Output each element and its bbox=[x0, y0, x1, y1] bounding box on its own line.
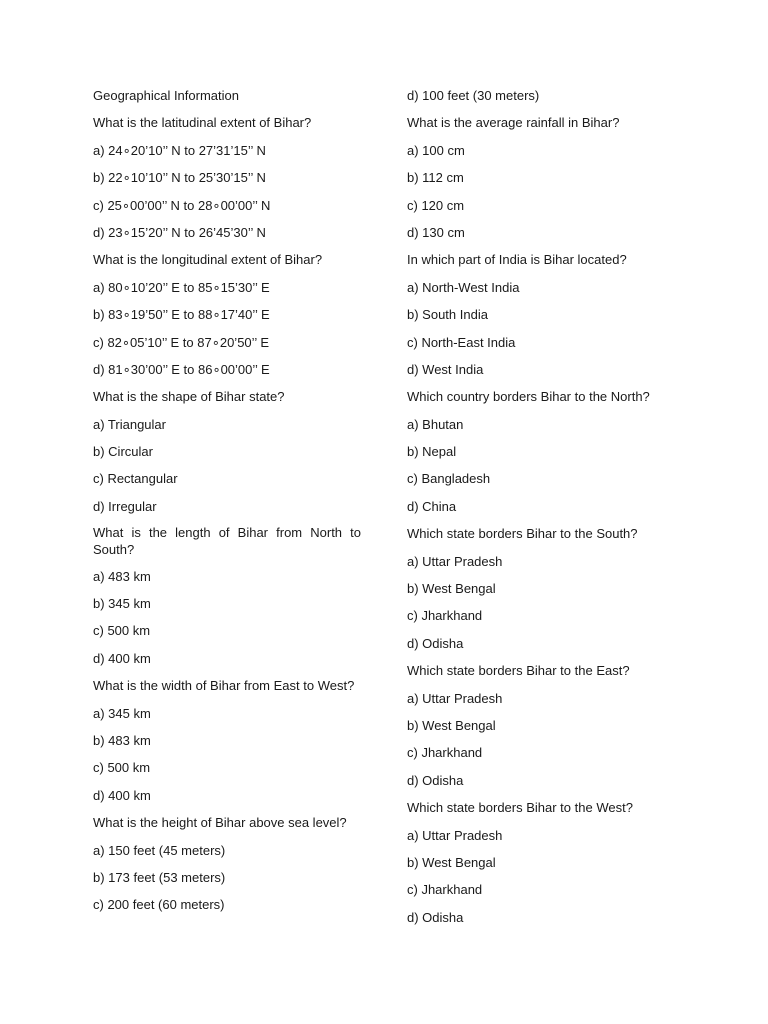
answer-option: c) Jharkhand bbox=[407, 608, 483, 624]
question-length: What is the length of Bihar from North to South? bbox=[93, 525, 361, 558]
answer-option: b) Nepal bbox=[407, 444, 457, 460]
answer-option: a) 24∘20’10’’ N to 27’31’15’’ N bbox=[93, 142, 266, 158]
question-latitude: What is the latitudinal extent of Bihar? bbox=[93, 115, 312, 131]
answer-option: a) 483 km bbox=[93, 568, 151, 584]
answer-option: d) Odisha bbox=[407, 772, 464, 788]
question-width: What is the width of Bihar from East to West? bbox=[93, 678, 355, 694]
answer-option: a) Bhutan bbox=[407, 416, 464, 432]
answer-option: c) Jharkhand bbox=[407, 882, 483, 898]
answer-option: d) Odisha bbox=[407, 635, 464, 651]
answer-option: d) 130 cm bbox=[407, 224, 465, 240]
answer-option: a) Triangular bbox=[93, 416, 166, 432]
answer-option: c) 500 km bbox=[93, 623, 151, 639]
answer-option: b) West Bengal bbox=[407, 854, 496, 870]
answer-option: b) Circular bbox=[93, 444, 153, 460]
answer-option: b) 173 feet (53 meters) bbox=[93, 869, 226, 885]
answer-option: b) West Bengal bbox=[407, 717, 496, 733]
answer-option: d) 81∘30’00’’ E to 86∘00’00’’ E bbox=[93, 361, 270, 377]
answer-option: b) 483 km bbox=[93, 732, 151, 748]
answer-option: c) 200 feet (60 meters) bbox=[93, 897, 225, 913]
answer-option: d) China bbox=[407, 498, 457, 514]
answer-option: d) 400 km bbox=[93, 650, 151, 666]
answer-option: c) 120 cm bbox=[407, 197, 465, 213]
answer-option: d) Irregular bbox=[93, 498, 157, 514]
answer-option: a) 100 cm bbox=[407, 142, 465, 158]
answer-option: c) 25∘00’00’’ N to 28∘00’00’’ N bbox=[93, 197, 271, 213]
answer-option: d) 23∘15’20’’ N to 26’45’30’’ N bbox=[93, 224, 266, 240]
answer-option: c) Jharkhand bbox=[407, 745, 483, 761]
answer-option: d) Odisha bbox=[407, 909, 464, 925]
left-column bbox=[93, 86, 361, 923]
answer-option: c) 82∘05’10’’ E to 87∘20’50’’ E bbox=[93, 334, 270, 350]
question-west-border: Which state borders Bihar to the West? bbox=[407, 800, 633, 816]
answer-option: a) Uttar Pradesh bbox=[407, 690, 503, 706]
answer-option: c) Bangladesh bbox=[407, 471, 491, 487]
section-heading: Geographical Information bbox=[93, 88, 239, 103]
right-column bbox=[407, 86, 669, 935]
answer-option: a) 150 feet (45 meters) bbox=[93, 842, 226, 858]
question-east-border: Which state borders Bihar to the East? bbox=[407, 663, 630, 679]
answer-option: b) 22∘10’10’’ N to 25’30’15’’ N bbox=[93, 170, 266, 186]
question-longitude: What is the longitudinal extent of Bihar? bbox=[93, 252, 323, 268]
question-rainfall: What is the average rainfall in Bihar? bbox=[407, 115, 620, 131]
answer-option: d) West India bbox=[407, 361, 484, 377]
answer-option: a) Uttar Pradesh bbox=[407, 553, 503, 569]
question-height: What is the height of Bihar above sea level? bbox=[93, 815, 347, 831]
question-south-border: Which state borders Bihar to the South? bbox=[407, 526, 638, 542]
answer-option: a) North-West India bbox=[407, 279, 520, 295]
answer-option: c) 500 km bbox=[93, 760, 151, 776]
answer-option: b) 112 cm bbox=[407, 170, 464, 186]
answer-option: c) Rectangular bbox=[93, 471, 178, 487]
question-shape: What is the shape of Bihar state? bbox=[93, 389, 285, 405]
answer-option: a) 80∘10’20’’ E to 85∘15’30’’ E bbox=[93, 279, 270, 295]
answer-option: b) 345 km bbox=[93, 596, 151, 612]
answer-option: a) 345 km bbox=[93, 705, 151, 721]
answer-option: b) 83∘19’50’’ E to 88∘17’40’’ E bbox=[93, 307, 270, 323]
answer-option: d) 100 feet (30 meters) bbox=[407, 88, 540, 103]
answer-option: b) South India bbox=[407, 307, 488, 323]
answer-option: d) 400 km bbox=[93, 787, 151, 803]
answer-option: b) West Bengal bbox=[407, 581, 496, 597]
question-north-border: Which country borders Bihar to the North? bbox=[407, 389, 650, 405]
question-location: In which part of India is Bihar located? bbox=[407, 252, 627, 268]
answer-option: a) Uttar Pradesh bbox=[407, 827, 503, 843]
answer-option: c) North-East India bbox=[407, 334, 516, 350]
